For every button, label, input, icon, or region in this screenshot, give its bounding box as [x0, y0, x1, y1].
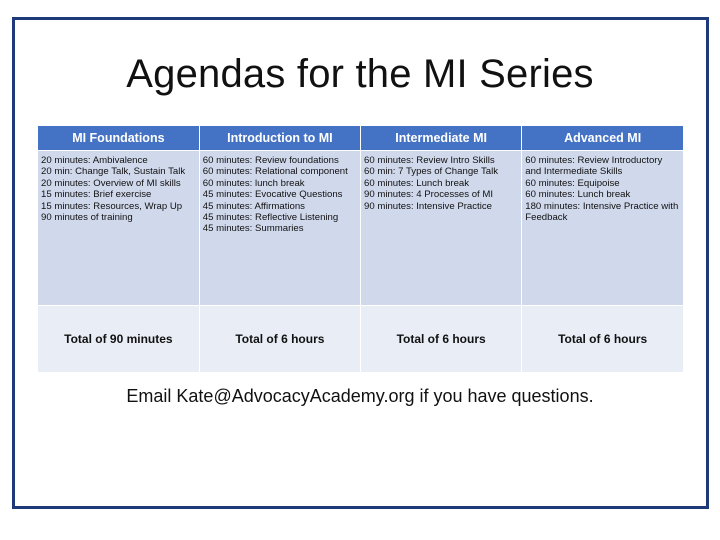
agenda-item: 45 minutes: Evocative Questions	[202, 189, 343, 201]
agenda-item: 20 minutes: Ambivalence	[41, 155, 148, 166]
agenda-item: 60 minutes: Review Introductory and Intermediate Skills	[525, 155, 663, 178]
slide-title: Agendas for the MI Series	[126, 52, 594, 96]
agenda-item: 60 minutes: lunch break	[202, 177, 305, 189]
agenda-item: 15 minutes: Resources, Wrap Up	[41, 200, 183, 212]
total-mi-foundations: Total of 90 minutes	[38, 306, 199, 373]
total-introduction-to-mi: Total of 6 hours	[199, 306, 360, 373]
agenda-cell-advanced-mi	[522, 151, 683, 306]
total-advanced-mi: Total of 6 hours	[522, 306, 683, 373]
agenda-table	[38, 126, 683, 372]
agenda-item: 60 minutes: Lunch break	[364, 177, 470, 189]
agenda-item: 90 minutes of training	[41, 212, 133, 224]
agenda-item: 20 min: Change Talk, Sustain Talk	[41, 166, 186, 178]
agenda-item: 180 minutes: Intensive Practice with Feedback	[525, 200, 679, 224]
agenda-item: 15 minutes: Brief exercise	[41, 189, 152, 201]
agenda-item: 45 minutes: Summaries	[202, 223, 304, 235]
agenda-item: 60 minutes: Lunch break	[525, 189, 631, 201]
agenda-cell-mi-foundations	[38, 151, 199, 306]
totals-row	[38, 306, 683, 373]
column-header-introduction-to-mi: Introduction to MI	[199, 126, 360, 151]
agenda-item: 60 minutes: Review foundations	[202, 155, 339, 166]
column-header-advanced-mi: Advanced MI	[522, 126, 683, 151]
column-header-intermediate-mi: Intermediate MI	[361, 126, 522, 151]
agenda-item: 60 minutes: Relational component	[202, 166, 348, 178]
total-intermediate-mi: Total of 6 hours	[361, 306, 522, 373]
agenda-item: 60 min: 7 Types of Change Talk	[364, 166, 499, 178]
contact-note: Email Kate@AdvocacyAcademy.org if you have questions.	[126, 386, 594, 406]
agenda-cell-intermediate-mi	[361, 151, 522, 306]
column-header-mi-foundations: MI Foundations	[38, 126, 199, 151]
agenda-cell-introduction-to-mi	[199, 151, 360, 306]
agenda-item: 90 minutes: Intensive Practice	[364, 200, 492, 212]
header-row	[38, 126, 683, 151]
agenda-item: 90 minutes: 4 Processes of MI	[364, 189, 494, 201]
agenda-item: 60 minutes: Review Intro Skills	[364, 155, 495, 166]
agenda-items-row	[38, 151, 683, 306]
agenda-item: 20 minutes: Overview of MI skills	[41, 177, 181, 189]
agenda-item: 60 minutes: Equipoise	[525, 177, 620, 189]
agenda-item: 45 minutes: Affirmations	[202, 200, 305, 212]
agenda-item: 45 minutes: Reflective Listening	[202, 212, 339, 224]
